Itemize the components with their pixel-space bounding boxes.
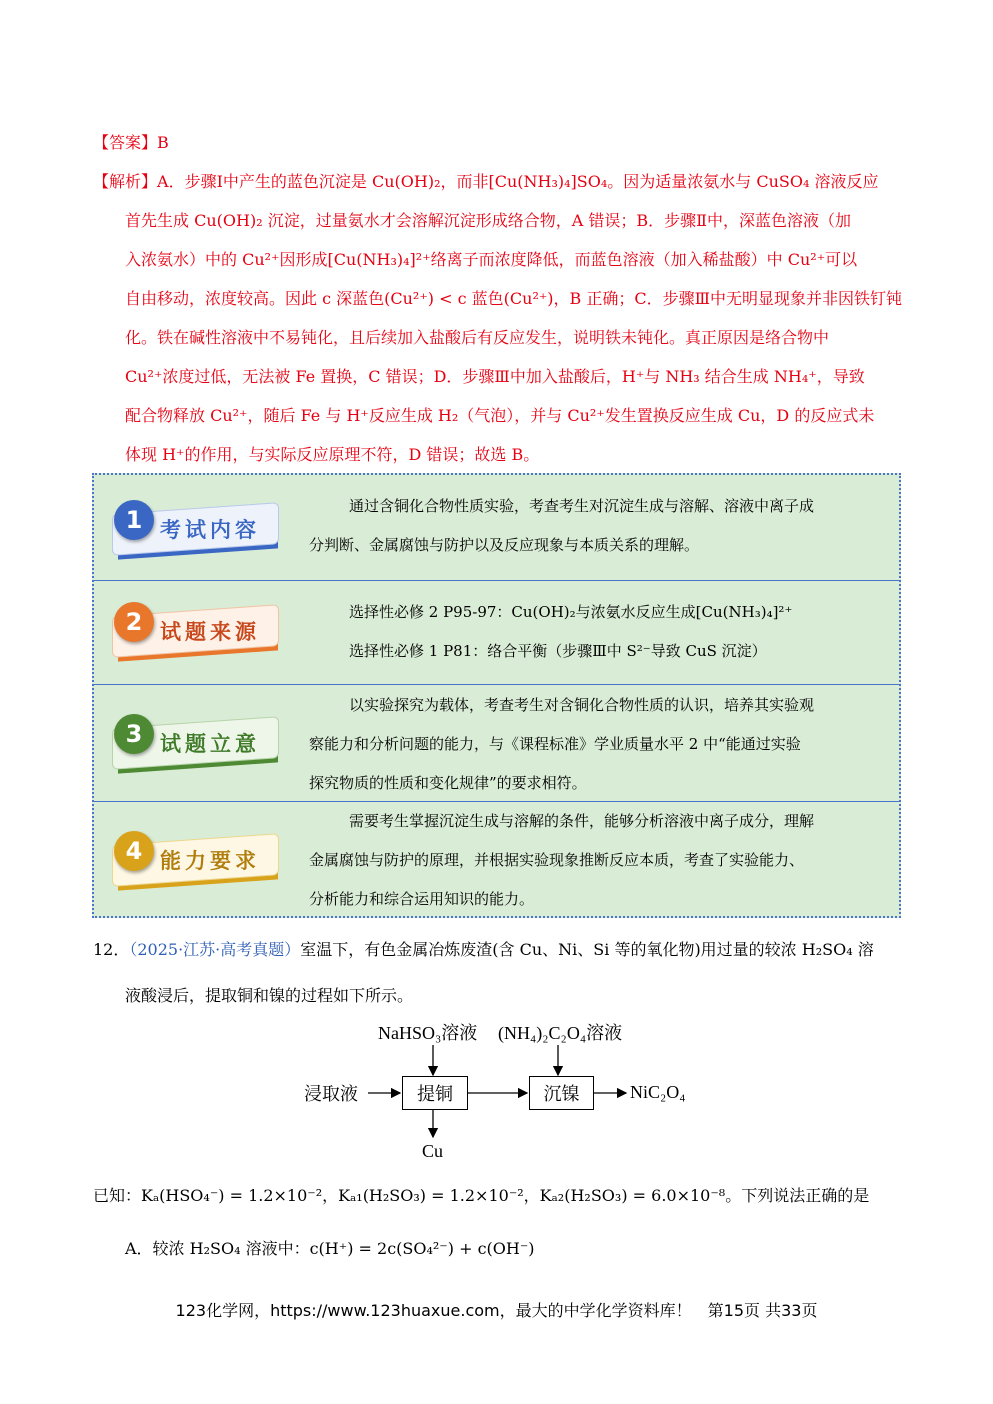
badge-number: 3 bbox=[114, 714, 154, 754]
row-text-line-2: 金属腐蚀与防护的原理，并根据实验现象推断反应本质，考查了实验能力、 bbox=[309, 851, 805, 869]
badge-number: 1 bbox=[114, 500, 154, 540]
row-text-line-2: 分判断、金属腐蚀与防护以及反应现象与本质关系的理解。 bbox=[309, 536, 700, 554]
answer-value: B bbox=[157, 133, 169, 152]
answer-line bbox=[93, 130, 169, 153]
analysis-line-6: Cu²⁺浓度过低，无法被 Fe 置换，C 错误；D．步骤Ⅲ中加入盐酸后，H⁺与 NH₃ 结合生成 NH₄⁺，导致 bbox=[125, 367, 865, 386]
option-a[interactable]: A．较浓 H₂SO₄ 溶液中：c(H⁺) = 2c(SO₄²⁻) + c(OH⁻) bbox=[125, 1239, 535, 1258]
analysis-line-7: 配合物释放 Cu²⁺，随后 Fe 与 H⁺反应生成 H₂（气泡），并与 Cu²⁺发生置换反应生成 Cu，D 的反应式未 bbox=[125, 406, 875, 425]
info-row-intent bbox=[94, 684, 899, 802]
row-text-line-2: 选择性必修 1 P81：络合平衡（步骤Ⅲ中 S²⁻导致 CuS 沉淀） bbox=[349, 642, 767, 660]
badge-source bbox=[112, 602, 282, 662]
row-text-line-1: 需要考生掌握沉淀生成与溶解的条件，能够分析溶液中离子成分，理解 bbox=[349, 812, 815, 830]
row-text-line-3: 分析能力和综合运用知识的能力。 bbox=[309, 890, 535, 908]
badge-number: 2 bbox=[114, 602, 154, 642]
info-box bbox=[92, 473, 901, 918]
row-text-line-1: 通过含铜化合物性质实验，考查考生对沉淀生成与溶解、溶液中离子成 bbox=[349, 497, 815, 515]
badge-title: 试题立意 bbox=[160, 732, 260, 756]
known-line: 已知：Kₐ(HSO₄⁻) = 1.2×10⁻²，Kₐ₁(H₂SO₃) = 1.2×10⁻²，Kₐ₂(H₂SO₃) = 6.0×10⁻⁸。下列说法正确的是 bbox=[93, 1186, 870, 1205]
badge-title: 试题来源 bbox=[160, 620, 260, 644]
analysis-line-8: 体现 H⁺的作用，与实际反应原理不符，D 错误；故选 B。 bbox=[125, 445, 540, 464]
analysis-label: 【解析】 bbox=[93, 172, 158, 191]
row-text-line-1: 以实验探究为载体，考查考生对含铜化合物性质的认识，培养其实验观 bbox=[349, 696, 815, 714]
process-flow-diagram bbox=[300, 1015, 720, 1165]
question-text: 室温下，有色金属冶炼废渣(含 Cu、Ni、Si 等的氧化物)用过量的较浓 H₂SO₄ 溶 bbox=[300, 940, 874, 959]
question-source: （2025·江苏·高考真题） bbox=[129, 940, 301, 959]
badge-ability bbox=[112, 831, 282, 891]
flow-step-nickel: 沉镍 bbox=[529, 1076, 594, 1110]
flow-input: 浸取液 bbox=[304, 1084, 358, 1104]
flow-reagent-1: NaHSO₃溶液 bbox=[378, 1023, 478, 1043]
answer-label: 【答案】 bbox=[93, 133, 158, 152]
flow-byproduct: Cu bbox=[422, 1141, 444, 1161]
badge-exam-content bbox=[112, 500, 282, 560]
badge-title: 考试内容 bbox=[160, 518, 260, 542]
badge-title: 能力要求 bbox=[160, 849, 260, 873]
flow-reagent-2: (NH₄)₂C₂O₄溶液 bbox=[498, 1023, 623, 1043]
flow-step-copper: 提铜 bbox=[402, 1076, 468, 1110]
analysis-line-2: 首先生成 Cu(OH)₂ 沉淀，过量氨水才会溶解沉淀形成络合物，A 错误；B．步骤Ⅱ中，深蓝色溶液（加 bbox=[125, 211, 851, 230]
question-number: 12． bbox=[93, 940, 130, 959]
flow-output: NiC₂O₄ bbox=[630, 1082, 686, 1102]
analysis-line-3: 入浓氨水）中的 Cu²⁺因形成[Cu(NH₃)₄]²⁺络离子而浓度降低，而蓝色溶液（加入稀盐酸）中 Cu²⁺可以 bbox=[125, 250, 858, 269]
info-row-source bbox=[94, 580, 899, 685]
info-row-exam-content bbox=[94, 475, 899, 581]
question-line-2: 液酸浸后，提取铜和镍的过程如下所示。 bbox=[125, 986, 414, 1005]
row-text-line-3: 探究物质的性质和变化规律”的要求相符。 bbox=[309, 774, 587, 792]
row-text-line-1: 选择性必修 2 P95-97：Cu(OH)₂与浓氨水反应生成[Cu(NH₃)₄]²⁺ bbox=[349, 603, 793, 621]
analysis-line-5: 化。铁在碱性溶液中不易钝化，且后续加入盐酸后有反应发生，说明铁未钝化。真正原因是络合物中 bbox=[125, 328, 830, 347]
info-row-ability bbox=[94, 801, 899, 916]
analysis-line-1: 【解析】A．步骤Ⅰ中产生的蓝色沉淀是 Cu(OH)₂，而非[Cu(NH₃)₄]SO₄。因为适量浓氨水与 CuSO₄ 溶液反应 bbox=[93, 172, 879, 191]
badge-intent bbox=[112, 714, 282, 774]
row-text-line-2: 察能力和分析问题的能力，与《课程标准》学业质量水平 2 中“能通过实验 bbox=[309, 735, 801, 753]
question-line-1 bbox=[93, 937, 874, 960]
badge-number: 4 bbox=[114, 831, 154, 871]
analysis-line-4: 自由移动，浓度较高。因此 c 深蓝色(Cu²⁺) < c 蓝色(Cu²⁺)，B 正确；C．步骤Ⅲ中无明显现象并非因铁钉钝 bbox=[125, 289, 903, 308]
page-footer: 123化学网，https://www.123huaxue.com，最大的中学化学资料库！ 第15页 共33页 bbox=[175, 1301, 818, 1320]
